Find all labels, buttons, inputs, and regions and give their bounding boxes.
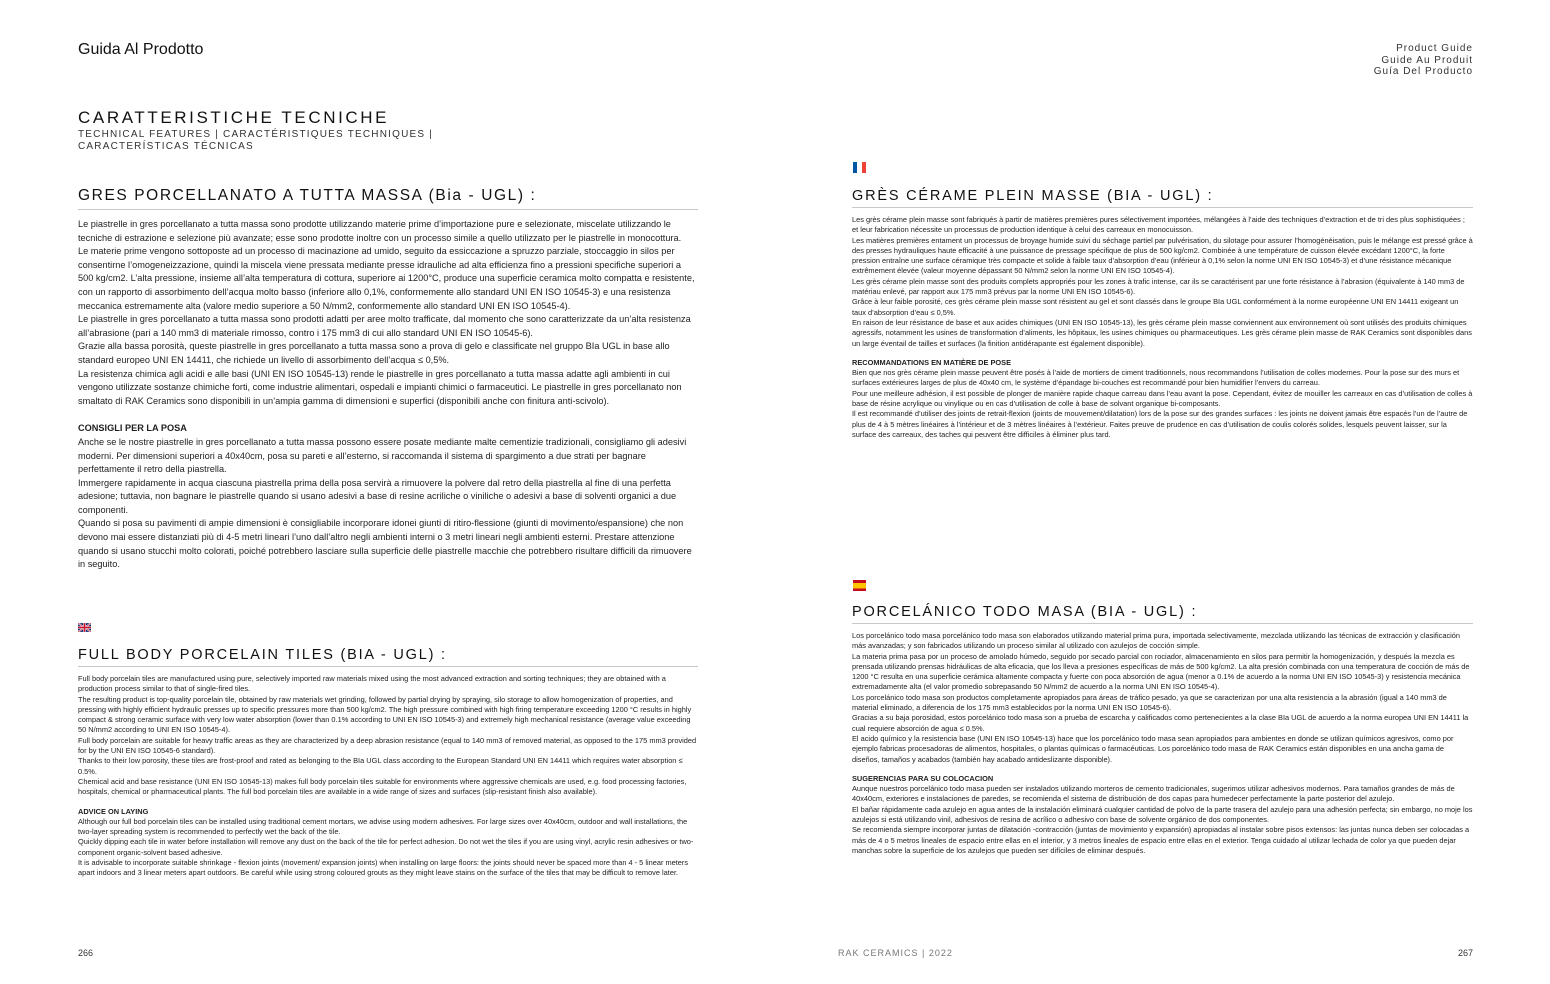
french-laying-body	[852, 368, 1473, 440]
english-laying-paragraph: Quickly dipping each tile in water before installation will remove any dust on the back of the tile for perfect adhesion. Do not wet the tiles if you are using vinyl, acrylic resin adhesives or two-component organic-solvent based adhesive.	[78, 837, 694, 857]
english-paragraph: Full body porcelain tiles are manufactured using pure, selectively imported raw materials mixed using the most advanced extraction and sorting techniques; they are obtained with a production process similar to that of single-fired tiles.	[78, 674, 666, 694]
italian-section-title: GRES PORCELLANATO A TUTTA MASSA (Bia - UGL) :	[78, 187, 698, 210]
french-paragraph: Les matières premières entament un processus de broyage humide suivi du séchage partiel par pulvérisation, du silotage pour assurer l’homogénéisation, puis le mélange est pressé grâce à des presses hydrauliques haute efficacité à une puissance de pressage spécifique de plus de 500 kg/cm2. Combinée à une température de cuisson élevée excédant 1200°C, la forte pression entraîne une surface céramique très compacte et solide à faible taux d’absorption d’eau (inférieur à 0,1% selon la norme UNI EN ISO 10545-3) et d’une résistance mécanique extrêmement élevée (valeur moyenne dépassant 50 N/mm2 selon la norme UNI EN ISO 10545-4).	[852, 235, 1473, 276]
italian-laying-body	[78, 436, 698, 572]
french-flag-icon	[853, 162, 866, 173]
page-number-right: 267	[1457, 948, 1473, 958]
spanish-paragraph: Gracias a su baja porosidad, estos porcelánico todo masa son a prueba de escarcha y calificados como pertenecientes a la clase BIa UGL de acuerdo a la norma europea UNI EN 14411 la cual requiere absorción de agua ≤ 0.5%.	[852, 713, 1469, 733]
french-laying-paragraph: Bien que nos grès cérame plein masse peuvent être posés à l’aide de mortiers de ciment traditionnels, nous recommandons l’utilisation de colles modernes. Pour la pose sur des murs et surfaces extérieures larges de plus de 40x40 cm, le système d’épandage bi-couches est recommandé pour bien humidifier l’envers du carreau.	[852, 368, 1460, 388]
spanish-paragraph: Los porcelánico todo masa porcelánico todo masa son elaborados utilizando material prima pura, importada selectivamente, mezclada utilizando las técnicas de extracción y clasificación más avanzadas; y son fabricados utilizando un proceso similar al utilizado con azulejos de cocción simple.	[852, 631, 1460, 651]
guide-lang-en: Product Guide	[1396, 43, 1473, 54]
french-paragraph: En raison de leur résistance de base et aux acides chimiques (UNI EN ISO 10545-13), les grès cérame plein masse conviennent aux environnement où sont utilisés des produits chimiques agressifs, notamment les usines de transformation d’aliments, les hôpitaux, les usines chimiques ou pharmaceutiques. Les grès cérame plein masse de RAK Ceramics sont disponibles dans un large éventail de tailles et surfaces (la finition antidérapante est également disponible).	[852, 317, 1472, 348]
english-paragraph: Full body porcelain are suitable for heavy traffic areas as they are characterized by a deep abrasion resistance (equal to 140 mm3 of removed material, as opposed to the 175 mm3 provided for by the UNI EN ISO 10545-6 standard).	[78, 735, 697, 756]
french-laying-paragraph: Il est recommandé d’utiliser des joints de retrait-flexion (joints de mouvement/dilatation) lors de la pose sur des grandes surfaces : les joints ne doivent jamais être espacés l’un de l’autre de plus de 4 à 5 mètres linéaires à l’intérieur et de 3 mètres linéaires à l’extérieur. Faites preuve de prudence en cas d’utilisation de coulis colorés solides, lesquels peuvent laisser, sur la surface des carreaux, des taches qui peuvent être difficiles à éliminer plus tard.	[852, 409, 1468, 439]
italian-section	[78, 187, 698, 572]
spanish-body	[852, 631, 1473, 765]
sub-heading: TECHNICAL FEATURES | CARACTÉRISTIQUES TECHNIQUES | CARACTERÍSTICAS TÉCNICAS	[78, 129, 434, 152]
spanish-paragraph: Los porcelánico todo masa son productos completamente apropiados para áreas de tráfico pesado, ya que se caracterizan por una alta resistencia a la abrasión (igual a 140 mm3 de material eliminado, a diferencia de los 175 mm3 establecidos por la norma UNI EN ISO 10545-6).	[852, 692, 1447, 713]
italian-laying-paragraph: Quando si posa su pavimenti di ampie dimensioni è consigliabile incorporare idonei giunti di ritiro-flessione (giunti di movimento/espansione) che non devono mai essere distanziati più di 4-5 metri lineari l’uno dall’altro negli ambienti interni o 3 metri lineari negli ambienti esterni. Prestare attenzione quando si usano stucchi molto colorati, poiché potrebbero lasciare sulla superficie delle piastrelle macchie che potrebbero risultare difficili da rimuovere in seguito.	[78, 518, 692, 570]
english-laying-paragraph: It is advisable to incorporate suitable shrinkage - flexion joints (movement/ expansion joints) when installing on large floors: the joints should never be spaced more than 4 - 5 linear meters apart indoors and 3 linear meters apart outdoors. Be careful while using strong coloured grouts as they might leave stains on the surface of the tiles that may be difficult to remove later.	[78, 858, 689, 878]
guide-title: Guida Al Prodotto	[78, 41, 204, 58]
english-section-title: FULL BODY PORCELAIN TILES (BIA - UGL) :	[78, 647, 698, 667]
english-paragraph: Chemical acid and base resistance (UNI EN ISO 10545-13) makes full body porcelain tiles suitable for environments where aggressive chemicals are used, e.g. food processing factories, hospitals, chemical or pharmaceutical plants. The full bod porcelain tiles are available in a wide range of sizes and surfaces (slip-resistant finish also available).	[78, 776, 687, 797]
uk-flag-icon	[78, 622, 91, 633]
guide-languages	[1374, 43, 1473, 78]
spanish-flag-icon	[853, 580, 866, 591]
spanish-subheading: SUGERENCIAS PARA SU COLOCACION	[852, 773, 994, 783]
italian-paragraph: La resistenza chimica agli acidi e alle basi (UNI EN ISO 10545-13) rende le piastrelle in gres porcellanato a tutta massa adatte agli ambienti in cui vengono utilizzate sostanze chimiche forti, come industrie alimentari, ospedali e impianti chimici o farmaceutici. Le piastrelle in gres porcellanato non smaltato di RAK Ceramics sono disponibili in un’ampia gamma di dimensioni e superfici (disponibili anche con finitura anti-scivolo).	[78, 368, 682, 406]
spanish-laying-paragraph: El bañar rápidamente cada azulejo en agua antes de la instalación eliminará cualquier cantidad de polvo de la parte trasera del azulejo para una adhesión perfecta; sin embargo, no moje los azulejos si está utilizando vinil, adhesivos de resina de acrílico o adhesivo con base de solvente orgánico de dos componentes.	[852, 804, 1473, 825]
italian-paragraph: Grazie alla bassa porosità, queste piastrelle in gres porcellanato a tutta massa sono a prova di gelo e classificate nel gruppo BIa UGL in base allo standard europeo UNI EN 14411, che richiede un livello di assorbimento dell’acqua ≤ 0,5%.	[78, 341, 670, 365]
french-paragraph: Les grès cérame plein masse sont des produits complets appropriés pour les zones à trafic intense, car ils se caractérisent par une forte résistance à l’abrasion (équivalente à 140 mm3 de matériau enlevé, par rapport aux 175 mm3 prévus par la norme UNI EN ISO 10545-6).	[852, 276, 1465, 297]
french-body	[852, 215, 1473, 349]
english-laying-body	[78, 817, 698, 879]
french-paragraph: Les grès cérame plein masse sont fabriqués à partir de matières premières pures sélectivement importées, mélangées à l’aide des techniques d’extraction et de tri des plus sophistiquées ; et leur fabrication nécessite un processus de production identique à celui des carreaux en monocuisson.	[852, 215, 1465, 235]
french-paragraph: Grâce à leur faible porosité, ces grès cérame plein masse sont résistent au gel et sont classés dans le groupe BIa UGL conformément à la norme européenne UNI EN 14411 exigeant un taux d’absorption d’eau ≤ 0,5%.	[852, 297, 1459, 317]
spanish-paragraph: El acido químico y la resistencia base (UNI EN ISO 10545-13) hace que los porcelánico todo masa sean apropiados para ambientes en donde se utilizan químicos agresivos, como por ejemplo fabricas procesadoras de alimentos, hospitales, o plantas químicas o farmacéuticas. Los porcelánico todo masa de RAK Ceramics están disponibles en una ancha gama de diseños, tamaños y acabados (también hay acabado antideslizante disponible).	[852, 733, 1454, 764]
italian-paragraph: Le materie prime vengono sottoposte ad un processo di macinazione ad umido, seguito da essiccazione a spruzzo parziale, stoccaggio in silos per consentirne l’omogeneizzazione, quindi la miscela viene pressata mediante presse idrauliche ad alta efficienza fino a pressioni specifiche superiori a 500 kg/cm2. L’alta pressione, insieme all’alta temperatura di cottura, superiore ai 1200°C, produce una superficie ceramica molto compatta e resistente, con un rapporto di assorbimento dell’acqua molto basso (inferiore allo 0,1%, conformemente allo standard UNI EN ISO 10545-3) e una resistenza meccanica estremamente alta (valore medio superiore a 50 N/mm2, conformemente allo standard UNI EN ISO 10545-4).	[78, 246, 695, 311]
italian-laying-paragraph: Anche se le nostre piastrelle in gres porcellanato a tutta massa possono essere posate mediante malte cementizie tradizionali, consigliamo gli adesivi moderni. Per dimensioni superiori a 40x40cm, posa su pareti e all’esterno, si raccomanda il sistema di spargimento a due strati per bagnare perfettamente il retro della piastrella.	[78, 436, 687, 475]
french-subheading: RECOMMANDATIONS EN MATIÈRE DE POSE	[852, 357, 1012, 367]
footer-brand: RAK CERAMICS | 2022	[838, 948, 953, 958]
guide-lang-es: Guía Del Producto	[1373, 66, 1473, 77]
english-section	[78, 647, 698, 879]
spanish-laying-paragraph: Se recomienda siempre incorporar juntas de dilatación -contracción (juntas de movimiento y expansión) apropiadas al instalar sobre pisos extensos: las juntas nunca deben ser colocadas a más de 4 o 5 metros lineales de espacio entre ellas en el interior, y 3 metros lineales de espacio entre ellas en el exterior. Tenga cuidado al utilizar lechada de color ya que pueden dejar manchas sobre la superficie de los azulejos que pueden ser difíciles de eliminar después.	[852, 825, 1470, 855]
italian-body	[78, 218, 698, 408]
italian-subheading: CONSIGLI PER LA POSA	[78, 423, 187, 434]
spanish-laying-paragraph: Aunque nuestros porcelánico todo masa pueden ser instalados utilizando morteros de cemento tradicionales, sugerimos utilizar adhesivos modernos. Para tamaños grandes de más de 40x40cm, exteriores e instalaciones de paredes, se recomienda el sistema de distribución de dos capas para humedecer perfectamente la parte posterior del azulejo.	[852, 784, 1455, 804]
english-paragraph: Thanks to their low porosity, these tiles are frost-proof and rated as belonging to the BIa UGL class according to the European Standard UNI EN 14411 which requires water absorption ≤ 0.5%.	[78, 756, 683, 776]
french-laying-paragraph: Pour une meilleure adhésion, il est possible de plonger de manière rapide chaque carreau dans l’eau avant la pose. Cependant, évitez de mouiller les carreaux en cas d’utilisation de colles à base de résine acrylique ou vinylique ou en cas d’utilisation de colle à base de solvant organique bi-composants.	[852, 388, 1473, 409]
spanish-laying-body	[852, 784, 1473, 856]
french-section	[852, 188, 1473, 440]
english-laying-paragraph: Although our full bod porcelain tiles can be installed using traditional cement mortars, we advise using modern adhesives. For large sizes over 40x40cm, outdoor and wall installations, the two-layer spreading system is recommended to perfectly wet the back of the tile.	[78, 816, 688, 837]
spanish-section	[852, 604, 1473, 856]
spanish-section-title: PORCELÁNICO TODO MASA (BIA - UGL) :	[852, 604, 1473, 624]
page-number-left: 266	[78, 948, 94, 958]
italian-paragraph: Le piastrelle in gres porcellanato a tutta massa sono prodotti adatti per aree molto trafficate, dal momento che sono caratterizzate da un’alta resistenza all’abrasione (pari a 140 mm3 di materiale rimosso, contro i 175 mm3 di cui allo standard UNI EN ISO 10545-6).	[78, 314, 691, 338]
guide-lang-fr: Guide Au Produit	[1381, 54, 1473, 66]
french-section-title: GRÈS CÉRAME PLEIN MASSE (BIA - UGL) :	[852, 188, 1473, 208]
english-paragraph: The resulting product is top-quality porcelain tile, obtained by raw materials wet grinding, followed by partial drying by spraying, silo storage to allow homogenization of properties, and pressing with highly efficient hydraulic presses up to specific pressures more than 500 kg/cm2. The high pressure combined with high firing temperature exceeding 1200 °C results in highly compact & strong ceramic surface with very low water absorption (lower than 0.1% according to UNI EN ISO 10545-3) and extremely high mechanical resistance (average value exceeding 50 N/mm2 according to UNI EN ISO 10545-4).	[78, 694, 692, 735]
main-heading: CARATTERISTICHE TECNICHE	[78, 108, 390, 127]
italian-paragraph: Le piastrelle in gres porcellanato a tutta massa sono prodotte utilizzando materie prime d’importazione pure e selezionate, miscelate utilizzando le tecniche di estrazione e selezione più avanzate; esse sono prodotte inoltre con un processo simile a quello utilizzato per le piastrelle in monocottura.	[78, 219, 682, 243]
english-body	[78, 674, 698, 798]
english-subheading: ADVICE ON LAYING	[78, 806, 149, 816]
spanish-paragraph: La materia prima pasa por un proceso de amolado húmedo, seguido por secado parcial con rociador, almacenamiento en silos para permitir la homogenización, y después la mezcla es prensada utilizando prensas hidráulicas de alta eficacia, que los lleva a presiones específicas de más de 500 kg/cm2. La alta presión combinada con una temperatura de cocción de más de 1200 °C resulta en una superficie cerámica altamente compacta y fuerte con poca absorción de agua (menor a 0.1% de acuerdo a la norma UNI EN ISO 10545-3) y resistencia mecánica extremadamente alta (el valor promedio sobrepasando 50 N/mm2 de acuerdo a la norma UNI EN ISO 10545-4).	[852, 651, 1470, 692]
italian-laying-paragraph: Immergere rapidamente in acqua ciascuna piastrella prima della posa servirà a rimuovere la polvere dal retro della piastrella al fine di una perfetta adesione; tuttavia, non bagnare le piastrelle quando si usano adesivi a base di resine acriliche o viniliche o adesivi a base di solventi organici a due componenti.	[78, 477, 677, 515]
